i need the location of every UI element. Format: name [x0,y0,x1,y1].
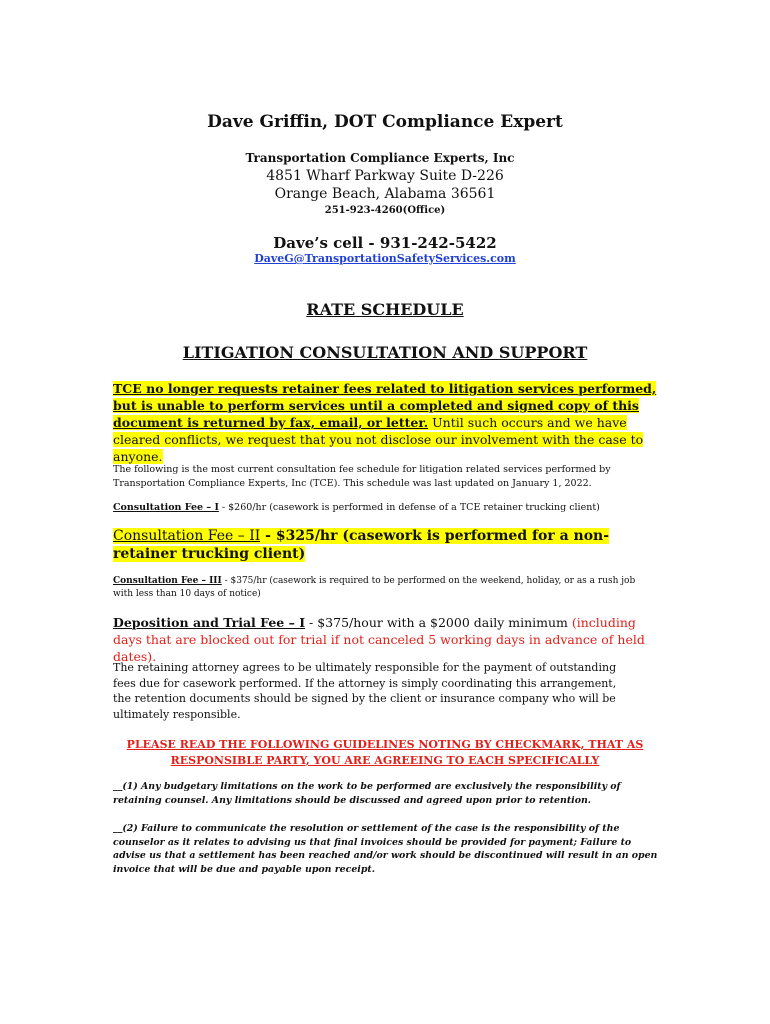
company-name: Transportation Compliance Experts, Inc [245,151,515,165]
address-line-2: Orange Beach, Alabama 36561 [274,186,496,202]
litigation-title: LITIGATION CONSULTATION AND SUPPORT [182,343,588,362]
deposition-fee [113,614,658,665]
deposition-text: - $375/hour with a $2000 daily minimum [305,615,572,630]
intro-paragraph: The following is the most current consultation fee schedule for litigation related services performed by Transportation Compliance Experts, Inc (TCE). This schedule was last updated on January 1, 2022. [113,464,611,489]
fee-3-label: Consultation Fee – III [113,576,222,586]
deposition-red-text: (including days that are blocked out for trial if not canceled 5 working days in advance of held dates). [113,615,645,664]
address-line-1: 4851 Wharf Parkway Suite D-226 [266,168,504,184]
deposition-label: Deposition and Trial Fee – I [113,615,306,630]
retaining-paragraph: The retaining attorney agrees to be ultimately responsible for the payment of outstanding fees due for casework performed. If the attorney is simply coordinating this arrangement, the retention documents should be signed by the client or insurance company who will be ultimately responsible. [113,661,617,721]
fee-2-label: Consultation Fee – II [113,528,261,544]
email-link[interactable]: DaveG@TransportationSafetyServices.com [254,252,516,265]
fee-2 [113,527,658,563]
notice-normal: Until such occurs and we have cleared conflicts, we request that you not disclose our involvement with the case to anyone. [113,415,644,464]
office-phone: 251-923-4260(Office) [324,205,446,216]
notice-bold: TCE no longer requests retainer fees related to litigation services performed, but is unable to perform services until a completed and signed copy of this document is returned by fax, email, or letter. [113,381,657,430]
fee-3-text: - $375/hr (casework is required to be performed on the weekend, holiday, or as a rush job with less than 10 days of notice) [113,576,636,599]
fee-1 [113,501,658,515]
notice-paragraph [113,380,658,465]
fee-2-text: - $325/hr (casework is performed for a non-retainer trucking client) [113,528,610,562]
cell-phone: Dave’s cell - 931-242-5422 [273,234,497,252]
guideline-1: __(1) Any budgetary limitations on the work to be performed are exclusively the responsibility of retaining counsel. Any limitations should be discussed and agreed upon prior to retention. [113,781,621,806]
fee-1-text: - $260/hr (casework is performed in defense of a TCE retainer trucking client) [218,502,600,513]
author-heading: Dave Griffin, DOT Compliance Expert [207,112,563,132]
guidelines-heading: PLEASE READ THE FOLLOWING GUIDELINES NOTING BY CHECKMARK, THAT AS RESPONSIBLE PARTY, YOU ARE AGREEING TO EACH SPECIFICALLY [126,738,644,767]
fee-1-label: Consultation Fee – I [113,502,219,513]
fee-3 [113,575,658,601]
rate-schedule-title: RATE SCHEDULE [306,300,464,319]
guideline-2: __(2) Failure to communicate the resolution or settlement of the case is the responsibility of the counselor as it relates to advising us that final invoices should be provided for payment; Failure to advise us that a settlement has been reached and/or work should be discontinued will result in an open invoice that will be due and payable upon receipt. [113,823,658,875]
